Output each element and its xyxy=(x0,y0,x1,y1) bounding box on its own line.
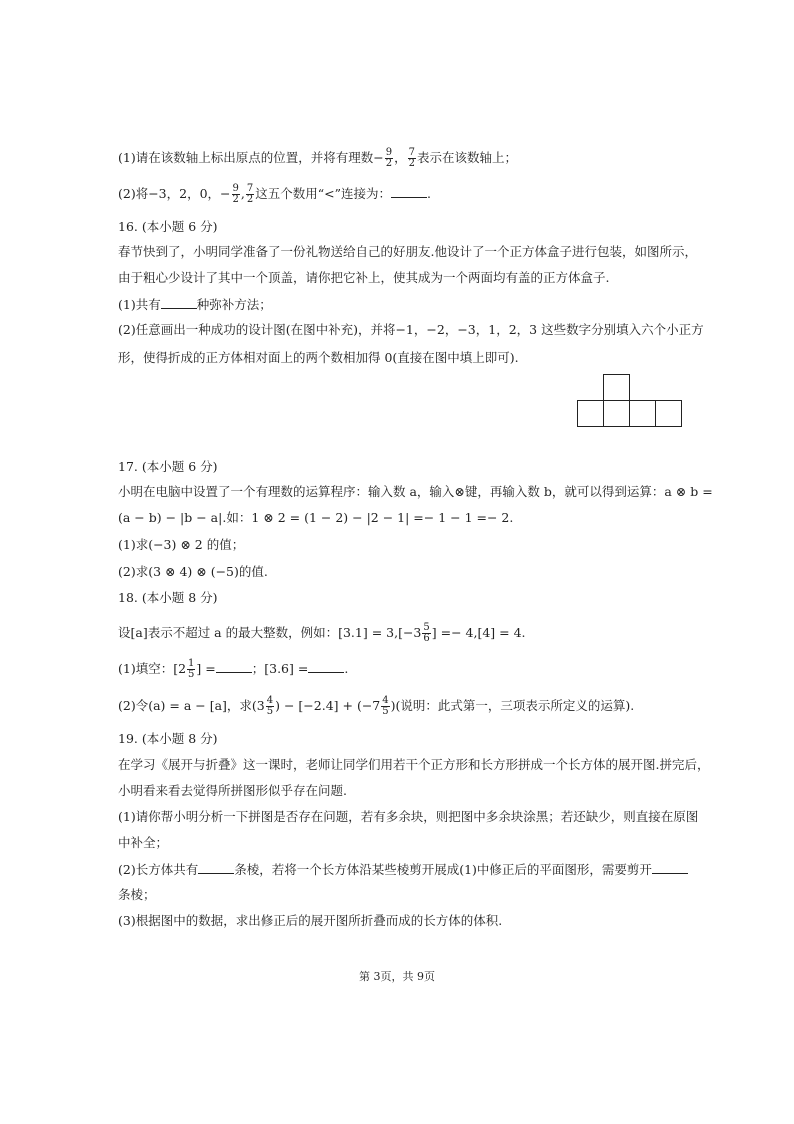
net-square[interactable] xyxy=(629,400,656,427)
q19-part1: (1)请你帮小明分析一下拼图是否存在问题，若有多余块，则把图中多余块涂黑；若还缺少，则直接在原图 xyxy=(118,809,699,824)
net-square-top[interactable] xyxy=(603,374,630,401)
q16-part2: (2)任意画出一种成功的设计图(在图中补充)，并将−1，−2，−3，1，2，3 这些数字分别填入六个小正方 xyxy=(118,322,704,337)
q19-text-1: 在学习《展开与折叠》这一课时，老师让同学们用若干个正方形和长方形拼成一个长方体的展开图.拼完后， xyxy=(118,757,710,772)
q17-text-1: 小明在电脑中设置了一个有理数的运算程序：输入数 a，输入⊗键，再输入数 b，就可以得到运算：a ⊗ b = xyxy=(118,484,713,499)
q19-part3: (3)根据图中的数据，求出修正后的展开图所折叠而成的长方体的体积. xyxy=(118,913,503,928)
q18-title: 18. (本小题 8 分) xyxy=(118,590,218,605)
net-square[interactable] xyxy=(655,400,682,427)
q17-text-2: (a − b) − |b − a|.如：1 ⊗ 2 = (1 − 2) − |2 − 1| =− 1 − 1 =− 2. xyxy=(118,510,514,525)
answer-blank[interactable] xyxy=(216,660,252,673)
q18-part1: (1)填空：[2 $\frac{1}{5}$ ] = ；[3.6] = . xyxy=(118,658,349,680)
fraction: $\frac{4}{5}$ xyxy=(266,695,274,717)
q17-part1: (1)求(−3) ⊗ 2 的值； xyxy=(118,537,245,552)
q16-part2-cont: 形，使得折成的正方体相对面上的两个数相加得 0(直接在图中填上即可). xyxy=(118,350,519,365)
q16-title: 16. (本小题 6 分) xyxy=(118,219,218,234)
fraction: $\frac{4}{5}$ xyxy=(382,695,389,717)
q19-part2: (2)长方体共有 条棱，若将一个长方体沿某些棱剪开展成(1)中修正后的平面图形，需要剪开 xyxy=(118,861,688,878)
q17-title: 17. (本小题 6 分) xyxy=(118,459,218,474)
answer-blank[interactable] xyxy=(652,861,688,874)
q15-part1: (1)请在该数轴上标出原点的位置，并将有理数− $\frac{9}{2}$ ， $\frac{7}{2}$ 表示在该数轴上； xyxy=(118,147,517,169)
q19-text-2: 小明看来看去觉得所拼图形似乎存在问题. xyxy=(118,783,347,798)
answer-blank[interactable] xyxy=(391,185,427,198)
net-square[interactable] xyxy=(603,400,630,427)
answer-blank[interactable] xyxy=(308,660,344,673)
q16-part1: (1)共有 种弥补方法； xyxy=(118,297,272,312)
net-square[interactable] xyxy=(577,400,604,427)
q19-part1-cont: 中补全； xyxy=(118,835,169,850)
q19-part2-cont: 条棱； xyxy=(118,887,156,902)
page-footer: 第 3页，共 9页 xyxy=(359,970,435,983)
q16-text-1: 春节快到了，小明同学准备了一份礼物送给自己的好朋友.他设计了一个正方体盒子进行包装，如图所示， xyxy=(118,244,697,259)
q17-part2: (2)求(3 ⊗ 4) ⊗ (−5)的值. xyxy=(118,564,268,579)
fraction: $\frac{9}{2}$ xyxy=(232,183,239,205)
fraction: $\frac{9}{2}$ xyxy=(385,147,393,169)
answer-blank[interactable] xyxy=(161,296,197,309)
fraction: $\frac{1}{5}$ xyxy=(188,658,195,680)
cube-net-figure xyxy=(577,374,681,426)
q15-part2: (2)将−3，2，0，− $\frac{9}{2}$ , $\frac{7}{2}$ 这五个数用“<”连接为： . xyxy=(118,183,431,205)
fraction: $\frac{7}{2}$ xyxy=(408,147,415,169)
fraction: $\frac{5}{6}$ xyxy=(423,622,430,644)
answer-blank[interactable] xyxy=(198,861,234,874)
q18-text-1: 设[a]表示不超过 a 的最大整数，例如：[3.1] = 3,[−3 $\frac{5}{6}$ ] =− 4,[4] = 4. xyxy=(118,622,526,644)
q19-title: 19. (本小题 8 分) xyxy=(118,731,218,746)
fraction: $\frac{7}{2}$ xyxy=(246,183,254,205)
q16-text-2: 由于粗心少设计了其中一个顶盖，请你把它补上，使其成为一个两面均有盖的正方体盒子. xyxy=(118,270,610,285)
q18-part2: (2)令(a) = a − [a]，求(3 $\frac{4}{5}$ ) − [−2.4] + (−7 $\frac{4}{5}$ )(说明：此式第一，三项表示所定义的运算). xyxy=(118,695,635,717)
